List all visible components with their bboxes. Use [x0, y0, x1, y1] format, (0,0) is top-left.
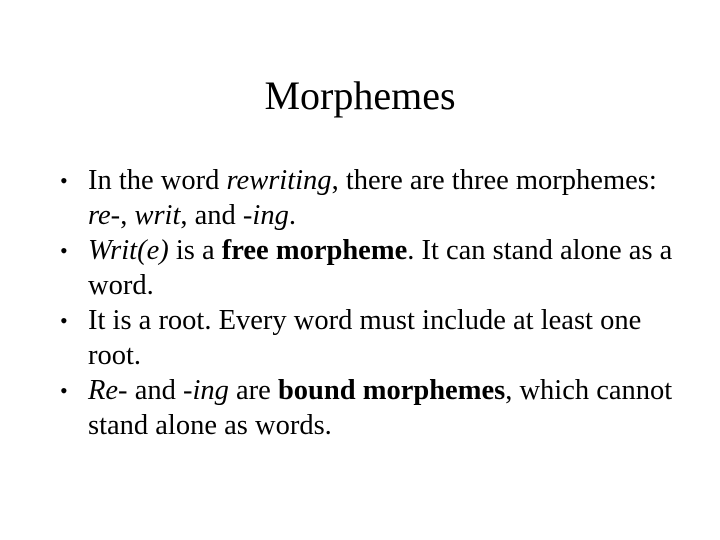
- text-segment: rewriting: [226, 165, 332, 196]
- text-segment: -ing: [182, 375, 229, 406]
- text-segment: , and: [180, 200, 243, 231]
- bullet-item: [60, 163, 690, 233]
- text-segment: and: [127, 375, 183, 406]
- bullet-list: [60, 163, 690, 443]
- bullet-text: [88, 375, 672, 441]
- bullet-item: [60, 373, 690, 443]
- text-segment: re-: [88, 200, 121, 231]
- text-segment: free morpheme: [221, 235, 408, 266]
- text-segment: Writ(e): [88, 235, 169, 266]
- text-segment: bound morphemes: [277, 375, 506, 406]
- bullet-item: [60, 233, 690, 303]
- text-segment: -ing: [242, 200, 289, 231]
- slide-title: Morphemes: [264, 73, 456, 118]
- bullet-item: [60, 303, 690, 373]
- bullet-dot-icon: •: [60, 168, 68, 193]
- text-segment: are: [228, 375, 278, 406]
- text-segment: Re-: [88, 375, 128, 406]
- text-segment: , which cannot stand alone as words.: [88, 375, 673, 441]
- text-segment: .: [288, 200, 296, 231]
- bullet-text: [88, 235, 672, 301]
- bullet-text: [88, 305, 641, 371]
- bullet-text: [88, 165, 657, 231]
- text-segment: , there are three morphemes:: [331, 165, 657, 196]
- text-segment: It is a root. Every word must include at least one root.: [88, 305, 642, 371]
- bullet-dot-icon: •: [60, 378, 68, 403]
- bullet-dot-icon: •: [60, 308, 68, 333]
- text-segment: writ: [134, 200, 181, 231]
- text-segment: is a: [168, 235, 222, 266]
- text-segment: ,: [120, 200, 135, 231]
- text-segment: . It can stand alone as a word.: [88, 235, 673, 301]
- text-segment: In the word: [88, 165, 227, 196]
- bullet-dot-icon: •: [60, 238, 68, 263]
